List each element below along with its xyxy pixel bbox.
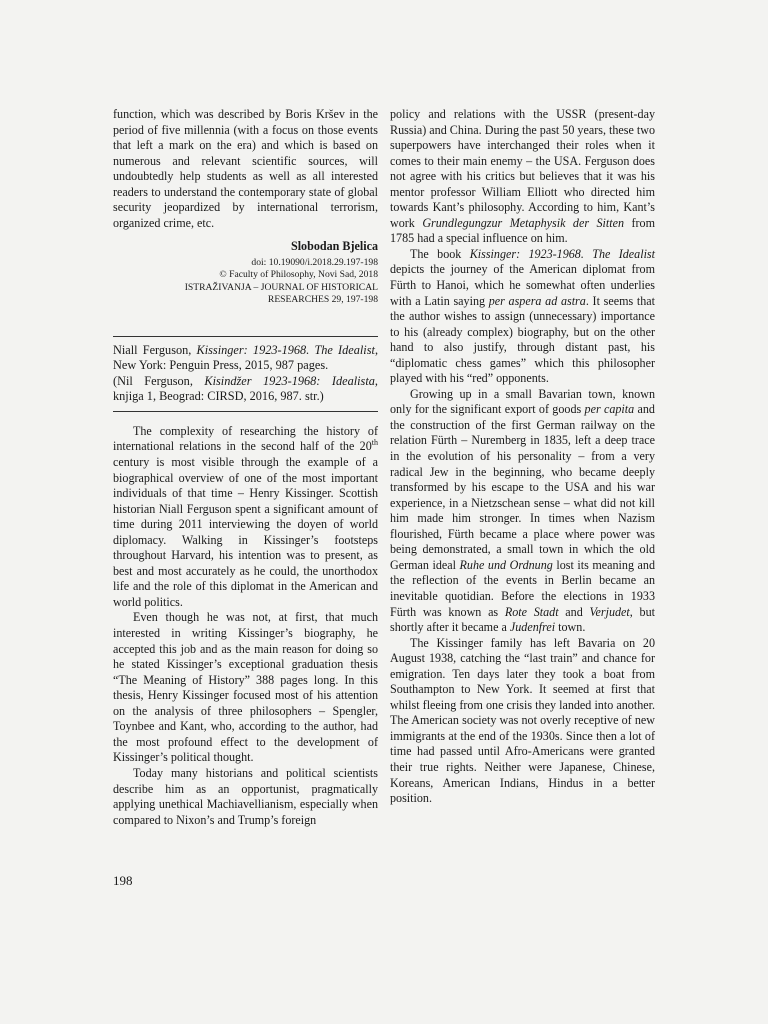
citation-title: Kissinger: 1923-1968. The Idealist xyxy=(196,342,375,357)
text-span: . It seems that the author wishes to assign (unnecessary) importance to his (already complex) biography, but on the other hand to also justify, through distant past, his “diplomatic chess games” which this philosopher played with his “red” opponents. xyxy=(390,293,656,386)
body-paragraph-7: The Kissinger family has left Bavaria on 20 August 1938, catching the “last train” and chance for emigration. Ten days later they took a boat from Southampton to New York. It seemed at first that whilst fleeing from one crisis they landed into another. The American society was not overly receptive of new immigrants at the end of the 1930s. Since then a lot of time had passed until Afro-Americans were granted their true rights. Neither were Japanese, Chinese, Koreans, American Indians, Hindus in a better position. xyxy=(390,635,655,806)
divider-bottom xyxy=(113,411,378,412)
body-paragraph-6 xyxy=(390,387,655,636)
italic-span: Grundlegungzur Metaphysik der Sitten xyxy=(422,215,625,230)
reviewed-book-citation xyxy=(113,343,378,405)
body-paragraph-1 xyxy=(113,424,378,611)
body-paragraph-3: Today many historians and political scientists describe him as an opportunist, pragmatically applying unethical Machiavellianism, especially when compared to Nixon’s and Trump’s foreign xyxy=(113,765,378,827)
text-span: Growing up in a small Bavarian town, known only for the significant export of goods xyxy=(390,386,655,417)
citation-author: Niall Ferguson, xyxy=(113,342,197,357)
italic-span: Verjudet xyxy=(589,604,630,619)
translation-publisher: , knjiga 1, Beograd: CIRSD, 2016, 987. str.) xyxy=(113,373,378,404)
body-paragraph-4 xyxy=(390,107,655,247)
review-author-signature: Slobodan Bjelica xyxy=(290,239,378,254)
text-span: The complexity of researching the history of international relations in the second half of the 20 xyxy=(113,423,378,454)
body-paragraph-2: Even though he was not, at first, that much interested in writing Kissinger’s biography, he accepted this job and as the main reason for doing so he stated Kissinger’s exceptional graduation thesis “The Meaning of History” 388 pages long. In this thesis, Henry Kissinger focused most of his attention on the analysis of three philosophers – Spengler, Toynbee and Kant, who, according to the author, had the most profound effect to the development of Kissinger’s political thought. xyxy=(113,610,378,765)
text-span: depicts the journey of the American diplomat from Fürth to Hanoi, which he somewhat often underlies with a Latin saying xyxy=(390,262,655,308)
journal-line: ISTRAŽIVANJA – JOURNAL OF HISTORICAL xyxy=(184,281,378,293)
text-span: from 1785 had a special influence on him. xyxy=(390,215,655,246)
italic-span: per aspera ad astra xyxy=(488,293,586,308)
page-number: 198 xyxy=(113,873,133,888)
italic-span: Rote Stadt xyxy=(504,604,559,619)
journal-line-2: RESEARCHES 29, 197-198 xyxy=(267,294,378,306)
right-column xyxy=(390,107,655,807)
intro-paragraph: function, which was described by Boris Kršev in the period of five millennia (with a focus on those events that left a mark on the era) and which is based on numerous and relevant scientific sources, will undoubtedly help students as well as all interested readers to understand the contemporary state of global security jeopardized by international terrorism, organized crime, etc. xyxy=(113,107,378,230)
text-span: century is most visible through the example of a biographical overview of one of the most important individuals of that time – Henry Kissinger. Scottish historian Niall Ferguson spent a significant amount of time during 2011 interviewing the doyen of world diplomacy. Walking in Kissinger’s footsteps throughout Harvard, his intention was to present, as best and most accurately as he could, the unorthodox life and the role of this diplomat in the American and world politics. xyxy=(113,455,378,609)
text-span: lost its meaning and the reflection of the events in Berlin became an inevitable quotidian. Before the elections in 1933 Fürth was known as xyxy=(390,557,655,619)
citation-publisher: , New York: Penguin Press, 2015, 987 pages. xyxy=(113,342,379,373)
italic-span: Judenfrei xyxy=(509,620,556,635)
text-span: and the construction of the first German railway on the relation Fürth – Nuremberg in 1835, left a deep trace in the evolution of his personality – from a very radical Jew in the beginning, who became deeply transformed by his escape to the USA and his war experience, in a Nietzschean sense – what did not kill him made him stronger. In times when Nazism flourished, Fürth became a place where power was being demonstrated, a small town in which the old German ideal xyxy=(390,402,655,572)
left-column xyxy=(113,107,378,828)
copyright-line: © Faculty of Philosophy, Novi Sad, 2018 xyxy=(219,269,378,281)
italic-span: Kissinger: 1923-1968. The Idealist xyxy=(469,246,655,261)
text-span: The book xyxy=(410,246,470,261)
text-span: and xyxy=(558,604,590,619)
text-span: , but shortly after it became a xyxy=(390,604,655,635)
superscript: th xyxy=(371,438,378,448)
italic-span: per capita xyxy=(584,402,635,417)
divider-top xyxy=(113,336,378,337)
translation-title: Kisindžer 1923-1968: Idealista xyxy=(204,373,375,388)
text-span: policy and relations with the USSR (present-day Russia) and China. During the past 50 years, these two superpowers have interchanged their roles when it comes to their main enemy – the USA. Ferguson does not agree with his critics but believes that it was his mentor professor William Elliott who directed him towards Kant’s philosophy. According to him, Kant’s work xyxy=(390,107,656,230)
body-paragraph-5 xyxy=(390,247,655,387)
italic-span: Ruhe und Ordnung xyxy=(459,557,553,572)
text-span: town. xyxy=(555,620,586,635)
doi-line: doi: 10.19090/i.2018.29.197-198 xyxy=(251,256,378,268)
translation-author: (Nil Ferguson, xyxy=(113,373,205,388)
